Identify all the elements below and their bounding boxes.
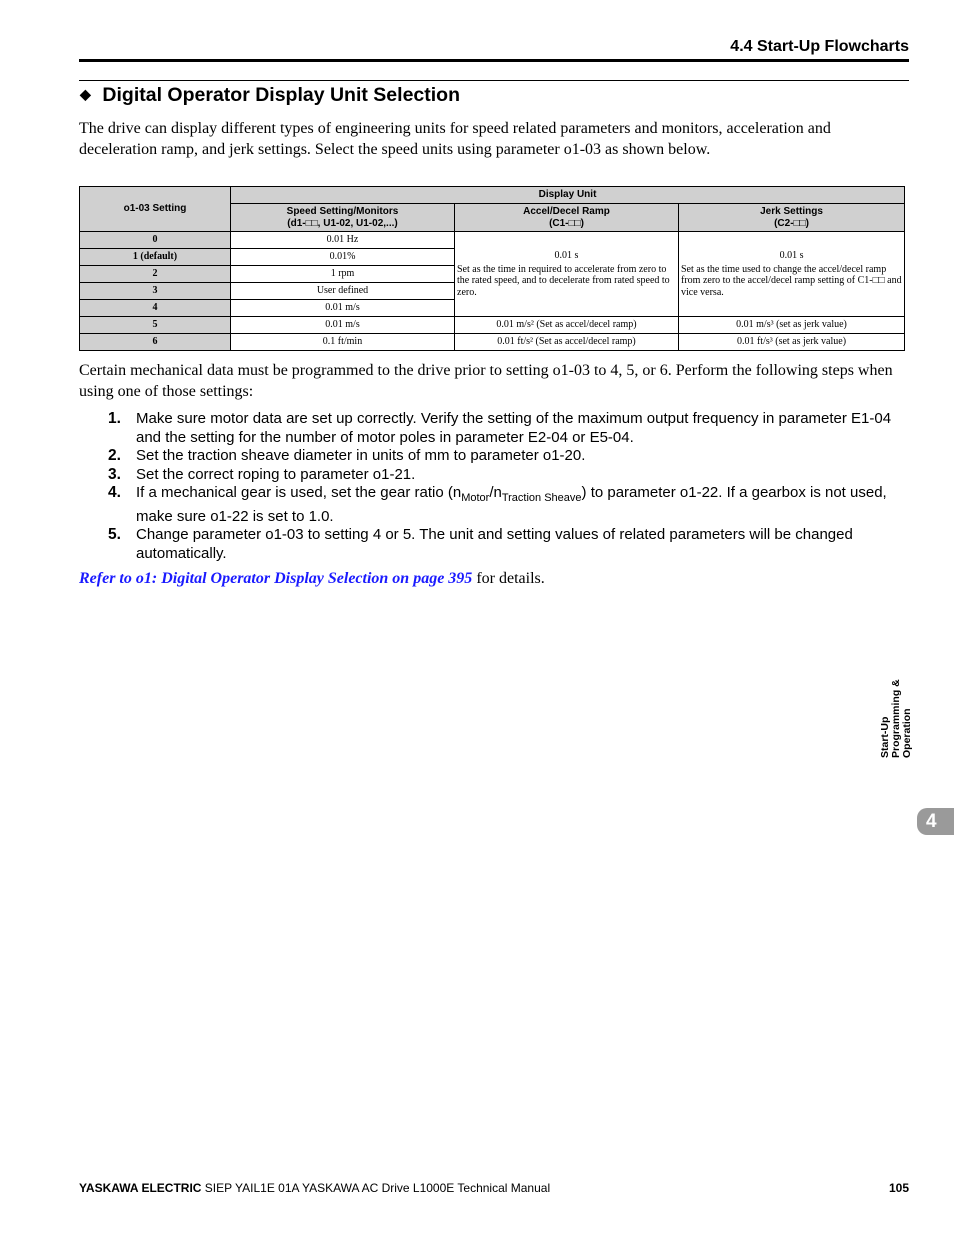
footer: [79, 1181, 909, 1195]
table-row: [80, 334, 905, 351]
intro-paragraph: The drive can display different types of engineering units for speed related parameters and monitors, acceleration and deceleration ramp, and jerk settings. Select the speed units using parameter o1-03 as shown below.: [79, 120, 831, 158]
speed-cell: 0.1 ft/min: [231, 334, 455, 351]
list-item: [79, 466, 909, 485]
step-number: 4.: [108, 484, 121, 501]
jerk-merged-value: 0.01 s: [779, 250, 804, 261]
col-header-accel-title: Accel/Decel Ramp: [523, 206, 610, 217]
jerk-merged-cell: [679, 232, 905, 317]
diamond-bullet-icon: ◆: [80, 86, 91, 102]
section-header: 4.4 Start-Up Flowcharts: [730, 38, 909, 55]
step-text-c: ) to parameter o1-22. If a gearbox is not used, make sure o1-22 is set to 1.0.: [136, 484, 887, 525]
col-header-jerk: [679, 204, 905, 232]
jerk-merged-desc: Set as the time used to change the accel/decel ramp from zero to the accel/decel ramp setting of C1-□□ and vice versa.: [681, 263, 902, 298]
jerk-cell: 0.01 m/s³ (set as jerk value): [679, 317, 905, 334]
speed-cell: 0.01%: [231, 249, 455, 266]
step-text: Set the traction sheave diameter in units of mm to parameter o1-20.: [136, 447, 586, 464]
step-number: 1.: [108, 410, 121, 427]
setting-cell: 4: [80, 300, 231, 317]
step-number: 2.: [108, 447, 121, 464]
side-tab-label: Start-Up Programming & Operation: [879, 679, 913, 758]
accel-cell: 0.01 ft/s² (Set as accel/decel ramp): [455, 334, 679, 351]
footer-brand: YASKAWA ELECTRIC: [79, 1181, 202, 1195]
col-header-display-unit: Display Unit: [231, 187, 905, 204]
step-text: Change parameter o1-03 to setting 4 or 5. The unit and setting values of related parameters will be changed automatically.: [136, 526, 853, 562]
steps-list: [79, 410, 909, 563]
col-header-setting: o1-03 Setting: [80, 187, 231, 232]
reference-suffix: for details.: [472, 570, 545, 587]
speed-cell: User defined: [231, 283, 455, 300]
step-text-a: If a mechanical gear is used, set the gear ratio (n: [136, 484, 462, 501]
list-item: [79, 447, 909, 466]
speed-cell: 0.01 m/s: [231, 300, 455, 317]
col-header-speed-sub: (d1-□□, U1-02, U1-02,...): [287, 217, 398, 229]
section-title: [80, 84, 460, 107]
setting-cell: 3: [80, 283, 231, 300]
accel-merged-desc: Set as the time in required to accelerate from zero to the rated speed, and to decelerate from rated speed to zero.: [457, 263, 670, 298]
setting-cell: 0: [80, 232, 231, 249]
step-text: Set the correct roping to parameter o1-21.: [136, 465, 416, 483]
speed-cell: 0.01 Hz: [231, 232, 455, 249]
setting-cell: 6: [80, 334, 231, 351]
setting-cell: 5: [80, 317, 231, 334]
accel-merged-value: 0.01 s: [554, 250, 579, 261]
speed-cell: 0.01 m/s: [231, 317, 455, 334]
table-row: [80, 317, 905, 334]
step-text-b: /n: [489, 484, 502, 501]
page-number: 105: [888, 1181, 909, 1195]
col-header-speed-title: Speed Setting/Monitors: [286, 206, 399, 217]
list-item: [79, 410, 909, 447]
footer-doc-title: SIEP YAIL1E 01A YASKAWA AC Drive L1000E Technical Manual: [201, 1181, 551, 1195]
header-rule: [79, 59, 909, 62]
table-row: [80, 232, 905, 249]
jerk-cell: 0.01 ft/s³ (set as jerk value): [679, 334, 905, 351]
col-header-accel: [455, 204, 679, 232]
col-header-jerk-title: Jerk Settings: [760, 206, 823, 217]
step-sub-motor: Motor: [461, 492, 490, 504]
speed-cell: 1 rpm: [231, 266, 455, 283]
step-sub-sheave: Traction Sheave: [501, 492, 582, 504]
step-number: 3.: [108, 465, 121, 483]
col-header-jerk-sub: (C2-□□): [774, 217, 809, 229]
display-unit-table: [79, 186, 905, 351]
reference-link[interactable]: Refer to o1: Digital Operator Display Selection on page 395: [79, 570, 473, 587]
step-text: Make sure motor data are set up correctly. Verify the setting of the maximum output frequency in parameter E1-04 and the setting for the number of motor poles in parameter E2-04 or E5-04.: [136, 410, 892, 446]
chapter-tab[interactable]: 4: [917, 808, 954, 835]
accel-cell: 0.01 m/s² (Set as accel/decel ramp): [455, 317, 679, 334]
list-item: [79, 484, 909, 526]
step-number: 5.: [108, 526, 121, 543]
col-header-speed: [231, 204, 455, 232]
reference-line: [79, 570, 545, 588]
accel-merged-cell: [455, 232, 679, 317]
list-item: [79, 526, 909, 563]
setting-cell: 1 (default): [80, 249, 231, 266]
after-table-paragraph: Certain mechanical data must be programmed to the drive prior to setting o1-03 to 4, 5, or 6. Perform the following steps when using one of those settings:: [79, 362, 893, 400]
header-rule-thin: [79, 80, 909, 81]
section-title-text: Digital Operator Display Unit Selection: [102, 84, 460, 106]
col-header-accel-sub: (C1-□□): [549, 217, 584, 229]
setting-cell: 2: [80, 266, 231, 283]
